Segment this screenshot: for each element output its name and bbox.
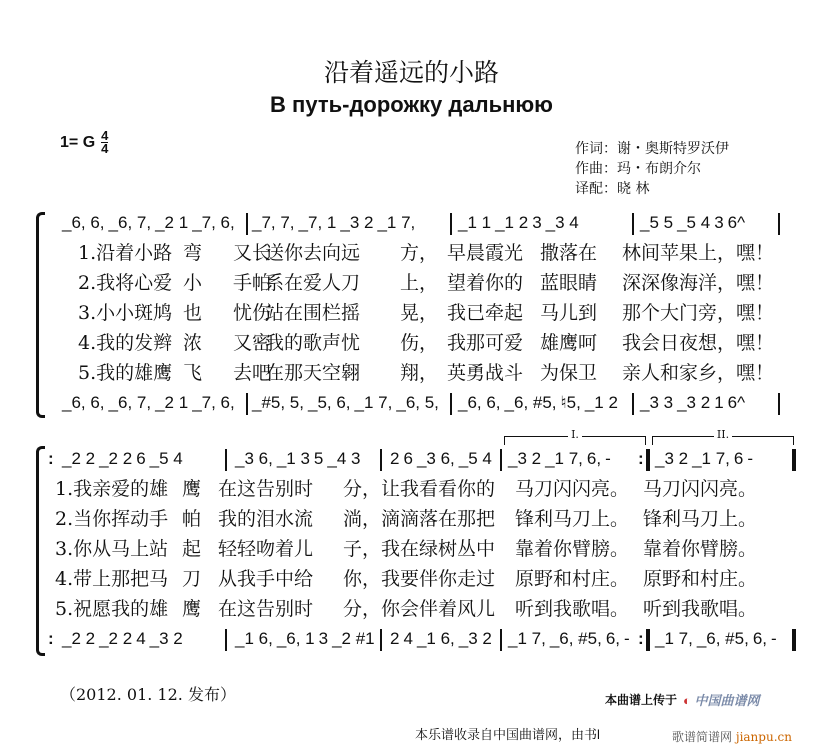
lyric-segment: 我的泪水流 [218, 508, 314, 530]
measure [235, 628, 375, 650]
lyric-segment: 轻轻吻着儿 [218, 538, 314, 560]
lyric-segment: 听到我歌唱。 [515, 598, 630, 620]
note-group: 3 [714, 213, 724, 232]
barline [646, 629, 650, 651]
volta-label: I. [568, 428, 582, 441]
notes-row [0, 392, 823, 416]
lyric-segment: 2.当你挥动手 [55, 508, 169, 530]
note-group: _7, 1 [298, 213, 337, 232]
upload-label: 本曲谱上传于 [605, 693, 678, 707]
footer-text: 本乐谱收录自中国曲谱网，由书l [415, 727, 600, 742]
note-group: 6^ [727, 213, 746, 232]
title-russian: В путь-дорожку дальнюю [270, 92, 553, 117]
lyric-segment: 锋利马刀上。 [643, 508, 758, 530]
note-group: _5 4 [149, 449, 183, 468]
watermark [672, 728, 792, 745]
lyric-segment: 站在围栏摇 [265, 302, 361, 324]
barline [500, 449, 502, 471]
time-signature [101, 130, 108, 155]
note-group: _1 6, [416, 629, 455, 648]
lyric-segment: 帕 [182, 508, 202, 530]
lyric-segment: 4.我的发辫 [78, 332, 173, 354]
notes-row [0, 448, 823, 472]
measure [62, 628, 183, 650]
lyric-segment: 分，让我看看你的 [343, 478, 496, 500]
note-group: _6, #5, [504, 393, 557, 412]
note-group: _#5, 5, [252, 393, 304, 412]
measure [390, 628, 492, 650]
repeat-start: : [48, 449, 54, 468]
note-group: _6, 1 [276, 629, 315, 648]
lyric-segment: 起 [182, 538, 202, 560]
measure [458, 212, 579, 234]
note-group: _6, 7, [108, 213, 152, 232]
note-group: _1 6, [235, 629, 273, 648]
measure [252, 392, 439, 414]
title-chinese: 沿着遥远的小路 [323, 58, 499, 87]
lyric-segment: 5.祝愿我的雄 [55, 598, 169, 620]
measure [390, 448, 492, 470]
lyric-segment: 分，你会伴着风儿 [343, 598, 496, 620]
lyric-segment: 马刀闪闪亮。 [515, 478, 630, 500]
lyric-segment: 4.带上那把马 [55, 568, 169, 590]
lyrics-line [0, 596, 823, 622]
note-group: _2 2 [62, 449, 96, 468]
note-group: 6 [403, 449, 413, 468]
lyrics-line [0, 566, 823, 592]
barline [450, 213, 452, 235]
lyric-segment: 我已牵起 [447, 302, 524, 324]
note-group: _2 1 [155, 393, 189, 412]
note-group: _7, 6, [192, 213, 235, 232]
note-group: _6, #5, [549, 629, 602, 648]
lyrics-line [0, 536, 823, 562]
lyricist-credit: 作词：谢・奥斯特罗沃伊 [575, 141, 729, 157]
note-group: _2 2 [99, 629, 133, 648]
lyric-segment: 锋利马刀上。 [515, 508, 630, 530]
barline [246, 393, 248, 415]
lyric-segment: 从我手中给 [218, 568, 314, 590]
lyric-segment: 浓 [183, 332, 203, 354]
note-group: _3 2 [508, 449, 542, 468]
lyric-segment: 雄鹰呵 [540, 332, 598, 354]
measure [640, 212, 745, 234]
lyric-segment: 原野和村庄。 [515, 568, 630, 590]
barline [225, 449, 227, 471]
note-group: _4 3 [327, 449, 361, 468]
note-group: _1 7, [377, 213, 416, 232]
composer-credit: 作曲：玛・布朗介尔 [575, 161, 701, 177]
note-group: 5 [313, 449, 324, 468]
lyric-segment: 我会日夜想，嘿！ [622, 332, 775, 354]
barline [632, 393, 634, 415]
lyric-segment: 靠着你臂膀。 [515, 538, 630, 560]
measure [655, 448, 753, 470]
barline [778, 213, 780, 235]
note-group: 6, [586, 449, 602, 468]
site-logo[interactable] [683, 690, 760, 709]
note-group: _3 2 [677, 393, 711, 412]
volta-label: II. [714, 428, 732, 441]
measure [640, 392, 745, 414]
lyric-segment: 在这告别时 [218, 598, 314, 620]
note-group: _5 4 [677, 213, 711, 232]
lyric-segment: 上， [400, 272, 439, 294]
lyric-segment: 英勇战斗 [447, 362, 524, 384]
note-group: 2 [390, 449, 400, 468]
lyric-segment: 2.我将心爱 [78, 272, 173, 294]
watermark-cn: 歌谱简谱网 [672, 730, 733, 744]
lyric-segment: 淌，滴滴落在那把 [343, 508, 496, 530]
note-group: 3 [532, 213, 542, 232]
barline [500, 629, 502, 651]
barline [792, 449, 796, 471]
lyric-segment: 也 [183, 302, 203, 324]
measure [508, 448, 611, 470]
repeat-end: : [638, 449, 644, 468]
lyric-segment: 子，我在绿树丛中 [343, 538, 496, 560]
note-group: _6, #5, [696, 629, 749, 648]
barline [792, 629, 796, 651]
site-logo-text: 中国曲谱网 [694, 693, 760, 708]
note-group: - [747, 449, 754, 468]
lyrics-line [0, 240, 823, 266]
note-group: _1 7, [692, 449, 730, 468]
note-group: _1 7, [545, 449, 583, 468]
note-group: 2 [390, 629, 400, 648]
lyrics-line [0, 506, 823, 532]
lyrics-line [0, 270, 823, 296]
barline [450, 393, 452, 415]
lyric-segment: 忧伤 [233, 302, 272, 324]
lyric-segment: 去吧 [233, 362, 272, 384]
notes-row [0, 212, 823, 236]
note-group: 6^ [727, 393, 746, 412]
note-group: - [624, 629, 630, 648]
barline [225, 629, 227, 651]
note-group: _6, 5, [396, 393, 439, 412]
note-group: 6 [733, 449, 744, 468]
note-group: _3 2 [458, 629, 492, 648]
note-group: ♮5, [560, 393, 581, 412]
barline [380, 629, 382, 651]
note-group: _1 7, [508, 629, 546, 648]
measure [62, 212, 235, 234]
note-group: _1 3 [276, 449, 310, 468]
note-group: _6, 6, [62, 213, 105, 232]
note-group: _5, 6, [308, 393, 351, 412]
note-group: _7, 6, [192, 393, 235, 412]
time-top: 4 [101, 128, 109, 143]
barline [632, 213, 634, 235]
lyric-segment: 马刀闪闪亮。 [643, 478, 758, 500]
note-group: 6, [752, 629, 767, 648]
lyric-segment: 深深像海洋，嘿！ [622, 272, 775, 294]
note-group: _3 6, [235, 449, 273, 468]
lyric-segment: 在那天空翱 [265, 362, 361, 384]
translator-credit: 译配：晓 林 [575, 181, 650, 197]
barline [778, 393, 780, 415]
volta-bracket [504, 428, 646, 445]
note-group: 6 [136, 449, 146, 468]
lyric-segment: 1.我亲爱的雄 [55, 478, 169, 500]
note-group: _7, 7, [252, 213, 295, 232]
note-group: _1 1 [458, 213, 492, 232]
lyric-segment: 方， [400, 242, 439, 264]
lyric-segment: 听到我歌唱。 [643, 598, 758, 620]
note-group: _1 7, [655, 629, 693, 648]
lyric-segment: 你，我要伴你走过 [343, 568, 496, 590]
lyric-segment: 刀 [182, 568, 202, 590]
lyric-segment: 原野和村庄。 [643, 568, 758, 590]
note-group: - [605, 449, 611, 468]
upload-note [605, 690, 760, 709]
barline [246, 213, 248, 235]
lyric-segment: 撒落在 [540, 242, 598, 264]
measure [252, 212, 415, 234]
note-group: _2 2 [62, 629, 96, 648]
key-label: 1= G [60, 133, 96, 151]
notes-row [0, 628, 823, 652]
measure [235, 448, 360, 470]
measure [655, 628, 777, 650]
lyric-segment: 1.沿着小路 [78, 242, 173, 264]
lyric-segment: 那个大门旁，嘿！ [622, 302, 775, 324]
lyric-segment: 系在爱人刀 [265, 272, 361, 294]
note-group: _2 1 [155, 213, 189, 232]
note-group: 1 [714, 393, 724, 412]
measure [508, 628, 630, 650]
lyric-segment: 我那可爱 [447, 332, 524, 354]
lyric-segment: 蓝眼睛 [540, 272, 598, 294]
lyric-segment: 鹰 [182, 478, 202, 500]
lyric-segment: 小 [183, 272, 203, 294]
publish-date: （2012. 01. 12. 发布） [60, 685, 236, 704]
lyric-segment: 马儿到 [540, 302, 598, 324]
lyric-segment: 靠着你臂膀。 [643, 538, 758, 560]
lyric-segment: 为保卫 [540, 362, 598, 384]
lyrics-line [0, 476, 823, 502]
lyric-segment: 飞 [183, 362, 203, 384]
note-group: 4 [403, 629, 413, 648]
note-group: _3 2 [655, 449, 689, 468]
lyric-segment: 晃， [400, 302, 439, 324]
measure [62, 392, 235, 414]
lyric-segment: 鹰 [182, 598, 202, 620]
note-group: _3 3 [640, 393, 674, 412]
note-group: _1 2 [495, 213, 529, 232]
lyric-segment: 伤， [400, 332, 439, 354]
note-group: _3 2 [340, 213, 374, 232]
lyric-segment: 翔， [400, 362, 439, 384]
note-group: _6, 7, [108, 393, 152, 412]
lyric-segment: 又密 [233, 332, 272, 354]
lyric-segment: 5.我的雄鹰 [78, 362, 173, 384]
repeat-start: : [48, 629, 54, 648]
volta-bracket [652, 428, 794, 445]
watermark-en: jianpu.cn [735, 730, 792, 744]
time-bottom: 4 [101, 141, 109, 156]
lyric-segment: 早晨霞光 [447, 242, 524, 264]
barline [380, 449, 382, 471]
note-group: _2 2 [99, 449, 133, 468]
lyric-segment: 林间苹果上，嘿！ [622, 242, 775, 264]
lyric-segment: 弯 [183, 242, 203, 264]
note-group: 3 [318, 629, 329, 648]
measure [62, 448, 183, 470]
repeat-end: : [638, 629, 644, 648]
lyric-segment: 送你去向远 [265, 242, 361, 264]
measure [458, 392, 618, 414]
lyric-segment: 我的歌声忧 [265, 332, 361, 354]
lyric-segment: 望着你的 [447, 272, 524, 294]
note-group: _5 5 [640, 213, 674, 232]
note-group: _3 6, [416, 449, 455, 468]
note-group: _5 4 [458, 449, 492, 468]
note-group: 4 [136, 629, 146, 648]
lyric-segment: 3.你从马上站 [55, 538, 169, 560]
note-group: _6, 6, [62, 393, 105, 412]
note-group: _1 2 [584, 393, 618, 412]
lyrics-line [0, 360, 823, 386]
note-group: _3 2 [149, 629, 183, 648]
note-group: _3 4 [545, 213, 579, 232]
note-group: _6, 6, [458, 393, 501, 412]
lyric-segment: 又长 [233, 242, 272, 264]
site-logo-icon: ◐ [683, 693, 691, 708]
note-group: _2 #1 [332, 629, 375, 648]
lyrics-line [0, 330, 823, 356]
lyrics-line [0, 300, 823, 326]
lyric-segment: 手帕 [233, 272, 272, 294]
key-signature [60, 130, 108, 155]
barline [646, 449, 650, 471]
lyric-segment: 3.小小斑鸠 [78, 302, 173, 324]
note-group: 6, [605, 629, 620, 648]
note-group: - [771, 629, 777, 648]
lyric-segment: 亲人和家乡，嘿！ [622, 362, 775, 384]
note-group: _1 7, [354, 393, 393, 412]
lyric-segment: 在这告别时 [218, 478, 314, 500]
